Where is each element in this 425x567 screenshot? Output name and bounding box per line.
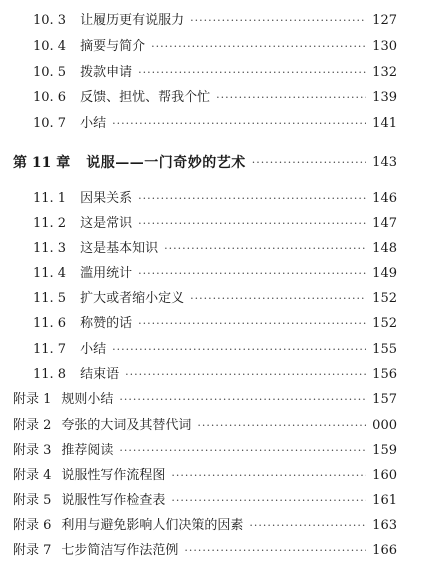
- toc-appendix-3[interactable]: [0, 440, 425, 462]
- appendix-number: 附录 6: [13, 518, 52, 533]
- dot-leader: [112, 113, 366, 135]
- toc-entry-11-7[interactable]: [0, 339, 425, 361]
- dot-leader: [138, 313, 366, 335]
- page-number: 141: [372, 116, 397, 131]
- toc-entry-11-8[interactable]: [0, 364, 425, 386]
- appendix-title: 夸张的大词及其替代词: [61, 418, 192, 433]
- toc-entry-11-2[interactable]: [0, 213, 425, 235]
- dot-leader: [171, 490, 366, 512]
- page-number: 161: [372, 493, 397, 508]
- toc-appendix-5[interactable]: [0, 490, 425, 512]
- toc-entry-10-3[interactable]: [0, 10, 425, 32]
- section-number: 11. 7: [33, 342, 67, 357]
- toc-entry-11-4[interactable]: [0, 263, 425, 285]
- dot-leader: [138, 62, 366, 84]
- page-number: 152: [372, 316, 397, 331]
- section-title: 结束语: [80, 367, 120, 382]
- dot-leader: [119, 440, 366, 462]
- toc-chapter-11[interactable]: [0, 152, 425, 174]
- chapter-title: 说服——一门奇妙的艺术: [86, 155, 246, 171]
- page-number: 160: [372, 468, 397, 483]
- page-number: 139: [372, 90, 397, 105]
- dot-leader: [252, 152, 366, 174]
- dot-leader: [171, 465, 366, 487]
- appendix-title: 利用与避免影响人们决策的因素: [61, 518, 244, 533]
- dot-leader: [249, 515, 366, 537]
- dot-leader: [138, 188, 366, 210]
- page-number: 132: [372, 65, 397, 80]
- section-title: 因果关系: [80, 191, 133, 206]
- toc-entry-11-1[interactable]: [0, 188, 425, 210]
- page-number: 143: [372, 155, 397, 170]
- toc-appendix-1[interactable]: [0, 389, 425, 411]
- appendix-title: 说服性写作检查表: [61, 493, 166, 508]
- section-number: 10. 7: [33, 116, 67, 131]
- page-number: 148: [372, 241, 397, 256]
- page-number: 149: [372, 266, 397, 281]
- toc-entry-10-7[interactable]: [0, 113, 425, 135]
- toc-appendix-6[interactable]: [0, 515, 425, 537]
- dot-leader: [138, 213, 366, 235]
- toc-entry-11-5[interactable]: [0, 288, 425, 310]
- appendix-title: 规则小结: [61, 392, 114, 407]
- section-number: 10. 5: [33, 65, 67, 80]
- section-number: 11. 6: [33, 316, 67, 331]
- page-number: 146: [372, 191, 397, 206]
- dot-leader: [164, 238, 366, 260]
- section-title: 滥用统计: [80, 266, 133, 281]
- toc-appendix-4[interactable]: [0, 465, 425, 487]
- page-number: 163: [372, 518, 397, 533]
- appendix-number: 附录 1: [13, 392, 52, 407]
- toc-entry-11-3[interactable]: [0, 238, 425, 260]
- toc-entry-10-5[interactable]: [0, 62, 425, 84]
- dot-leader: [184, 540, 366, 562]
- appendix-number: 附录 4: [13, 468, 52, 483]
- appendix-number: 附录 2: [13, 418, 52, 433]
- section-number: 11. 4: [33, 266, 67, 281]
- appendix-number: 附录 7: [13, 543, 52, 558]
- section-number: 11. 8: [33, 367, 67, 382]
- toc-entry-11-6[interactable]: [0, 313, 425, 335]
- section-number: 11. 3: [33, 241, 67, 256]
- dot-leader: [197, 415, 366, 437]
- section-title: 小结: [80, 342, 107, 357]
- toc-appendix-2[interactable]: [0, 415, 425, 437]
- page-number: 000: [372, 418, 397, 433]
- appendix-title: 七步简洁写作法范例: [61, 543, 179, 558]
- page-number: 159: [372, 443, 397, 458]
- page-number: 156: [372, 367, 397, 382]
- section-number: 10. 6: [33, 90, 67, 105]
- appendix-number: 附录 5: [13, 493, 52, 508]
- section-title: 反馈、担忧、帮我个忙: [80, 90, 211, 105]
- section-title: 让履历更有说服力: [80, 13, 185, 28]
- section-title: 这是基本知识: [80, 241, 159, 256]
- section-number: 11. 2: [33, 216, 67, 231]
- page-number: 147: [372, 216, 397, 231]
- dot-leader: [151, 36, 366, 58]
- page-number: 157: [372, 392, 397, 407]
- page-number: 166: [372, 543, 397, 558]
- toc-entry-10-4[interactable]: [0, 36, 425, 58]
- dot-leader: [190, 288, 366, 310]
- appendix-title: 说服性写作流程图: [61, 468, 166, 483]
- appendix-title: 推荐阅读: [61, 443, 114, 458]
- section-number: 10. 3: [33, 13, 67, 28]
- section-title: 称赞的话: [80, 316, 133, 331]
- section-title: 小结: [80, 116, 107, 131]
- chapter-number: 第 11 章: [13, 155, 71, 171]
- section-number: 10. 4: [33, 39, 67, 54]
- page-number: 152: [372, 291, 397, 306]
- page-number: 155: [372, 342, 397, 357]
- dot-leader: [138, 263, 366, 285]
- page-number: 127: [372, 13, 397, 28]
- dot-leader: [190, 10, 366, 32]
- dot-leader: [216, 87, 366, 109]
- section-title: 拨款申请: [80, 65, 133, 80]
- section-number: 11. 5: [33, 291, 67, 306]
- appendix-number: 附录 3: [13, 443, 52, 458]
- section-title: 摘要与简介: [80, 39, 146, 54]
- dot-leader: [119, 389, 366, 411]
- page-number: 130: [372, 39, 397, 54]
- toc-appendix-7[interactable]: [0, 540, 425, 562]
- section-title: 这是常识: [80, 216, 133, 231]
- section-title: 扩大或者缩小定义: [80, 291, 185, 306]
- dot-leader: [125, 364, 366, 386]
- toc-entry-10-6[interactable]: [0, 87, 425, 109]
- dot-leader: [112, 339, 366, 361]
- section-number: 11. 1: [33, 191, 67, 206]
